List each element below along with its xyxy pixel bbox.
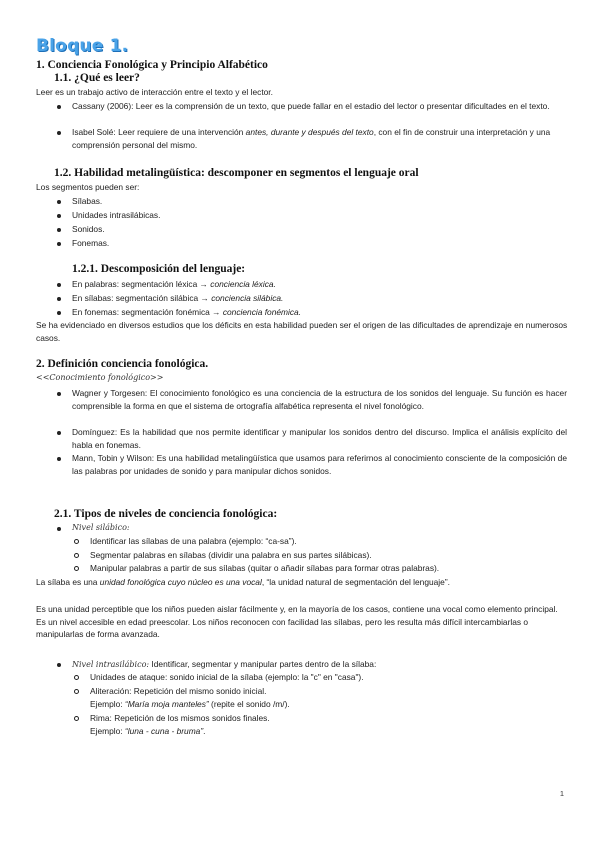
decomp-item-fonemica: En fonemas: segmentación fonémica → conciencia fonémica. — [72, 307, 302, 317]
segment-item: Fonemas. — [72, 238, 110, 248]
bullet-icon — [57, 242, 61, 246]
intro-text: Leer es un trabajo activo de interacción entre el texto y el lector. — [36, 87, 273, 97]
bullet-dominguez: Domínguez: Es la habilidad que nos permite identificar y manipular los sonidos dentro del discurso. Implica el análisis explícito del habla en fonemas. — [72, 427, 567, 450]
syllable-definition: La sílaba es una unidad fonológica cuyo núcleo es una vocal, “la unidad natural de segmentación del lenguaje”. — [36, 577, 450, 587]
bullet-icon — [57, 283, 61, 287]
level-intrasyllabic: Nivel intrasilábico: Identificar, segmentar y manipular partes dentro de la sílaba: — [72, 659, 377, 669]
intrasyllabic-example: Ejemplo: “María moja manteles” (repite el sonido /m/). — [90, 699, 290, 709]
section-2-heading: 2. Definición conciencia fonológica. — [36, 358, 209, 370]
circle-bullet-icon — [74, 689, 79, 694]
subsection-1-2-heading: 1.2. Habilidad metalingüística: descomponer en segmentos el lenguaje oral — [54, 167, 419, 179]
decomp-item-silabica: En sílabas: segmentación silábica → conciencia silábica. — [72, 293, 284, 303]
circle-bullet-icon — [74, 553, 79, 558]
bullet-cassany: Cassany (2006): Leer es la comprensión de un texto, que puede fallar en el estadio del lector o presentar dificultades en el texto. — [72, 101, 550, 111]
page-number: 1 — [559, 789, 564, 798]
bullet-icon — [57, 527, 61, 531]
intrasyllabic-item: Unidades de ataque: sonido inicial de la sílaba (ejemplo: la "c" en "casa"). — [90, 672, 364, 682]
bullet-icon — [57, 200, 61, 204]
evidence-text: Se ha evidenciado en diversos estudios que los déficits en esta habilidad pueden ser el origen de las dificultades de aprendizaje en numerosos casos. — [36, 320, 568, 343]
knowledge-tag: <<Conocimiento fonológico>> — [36, 373, 164, 382]
segment-item: Sonidos. — [72, 224, 105, 234]
syllabic-item: Manipular palabras a partir de sus sílabas (quitar o añadir sílabas para formar otras palabras). — [90, 563, 440, 573]
bullet-icon — [57, 228, 61, 232]
bullet-icon — [57, 392, 61, 396]
intrasyllabic-item: Rima: Repetición de los mismos sonidos finales. — [90, 713, 270, 723]
segments-intro: Los segmentos pueden ser: — [36, 182, 140, 192]
bullet-icon — [57, 105, 61, 109]
bullet-icon — [57, 214, 61, 218]
subsection-1-2-1-heading: 1.2.1. Descomposición del lenguaje: — [72, 263, 246, 275]
bullet-wagner: Wagner y Torgesen: El conocimiento fonológico es una conciencia de la estructura de los sonidos del lenguaje. Su función es hacer comprensible la forma en que el sistema de ortografía alfabética representa el nivel fonológico. — [72, 388, 567, 411]
decomp-item-lexica: En palabras: segmentación léxica → conciencia léxica. — [72, 279, 276, 289]
syllabic-item: Segmentar palabras en sílabas (dividir una palabra en sus partes silábicas). — [90, 550, 372, 560]
circle-bullet-icon — [74, 566, 79, 571]
bullet-mann: Mann, Tobin y Wilson: Es una habilidad metalingüística que usamos para referirnos al conocimiento consciente de la composición de las palabras por unidades de sonido y para manipular dichos sonidos. — [72, 453, 567, 476]
syllable-paragraph: Es una unidad perceptible que los niños pueden aislar fácilmente y, en la mayoría de los casos, contiene una vocal como elemento principal. Es un nivel accesible en edad preescolar. Los niños reconocen con facilidad las sílabas, pero les resulta más difícil intercambiarlas o manipularlas de forma avanzada. — [36, 604, 558, 640]
bullet-icon — [57, 311, 61, 315]
segment-item: Unidades intrasilábicas. — [72, 210, 161, 220]
level-syllabic-label: Nivel silábico: — [72, 523, 130, 532]
bullet-sole: Isabel Solé: Leer requiere de una intervención antes, durante y después del texto, con el fin de construir una interpretación y una comprensión personal del mismo. — [72, 127, 551, 150]
bullet-icon — [57, 457, 61, 461]
subsection-1-1-heading: 1.1. ¿Qué es leer? — [54, 72, 140, 84]
circle-bullet-icon — [74, 539, 79, 544]
circle-bullet-icon — [74, 716, 79, 721]
section-1-heading: 1. Conciencia Fonológica y Principio Alfabético — [36, 59, 268, 71]
intrasyllabic-example: Ejemplo: “luna - cuna - bruma”. — [90, 726, 206, 736]
bullet-icon — [57, 431, 61, 435]
subsection-2-1-heading: 2.1. Tipos de niveles de conciencia fonológica: — [54, 508, 278, 520]
intrasyllabic-item: Aliteración: Repetición del mismo sonido inicial. — [90, 686, 267, 696]
bullet-icon — [57, 663, 61, 667]
bullet-icon — [57, 131, 61, 135]
bullet-icon — [57, 297, 61, 301]
circle-bullet-icon — [74, 675, 79, 680]
page-title: Bloque 1. — [36, 36, 129, 56]
syllabic-item: Identificar las sílabas de una palabra (ejemplo: “ca-sa”). — [90, 536, 297, 546]
segment-item: Sílabas. — [72, 196, 103, 206]
